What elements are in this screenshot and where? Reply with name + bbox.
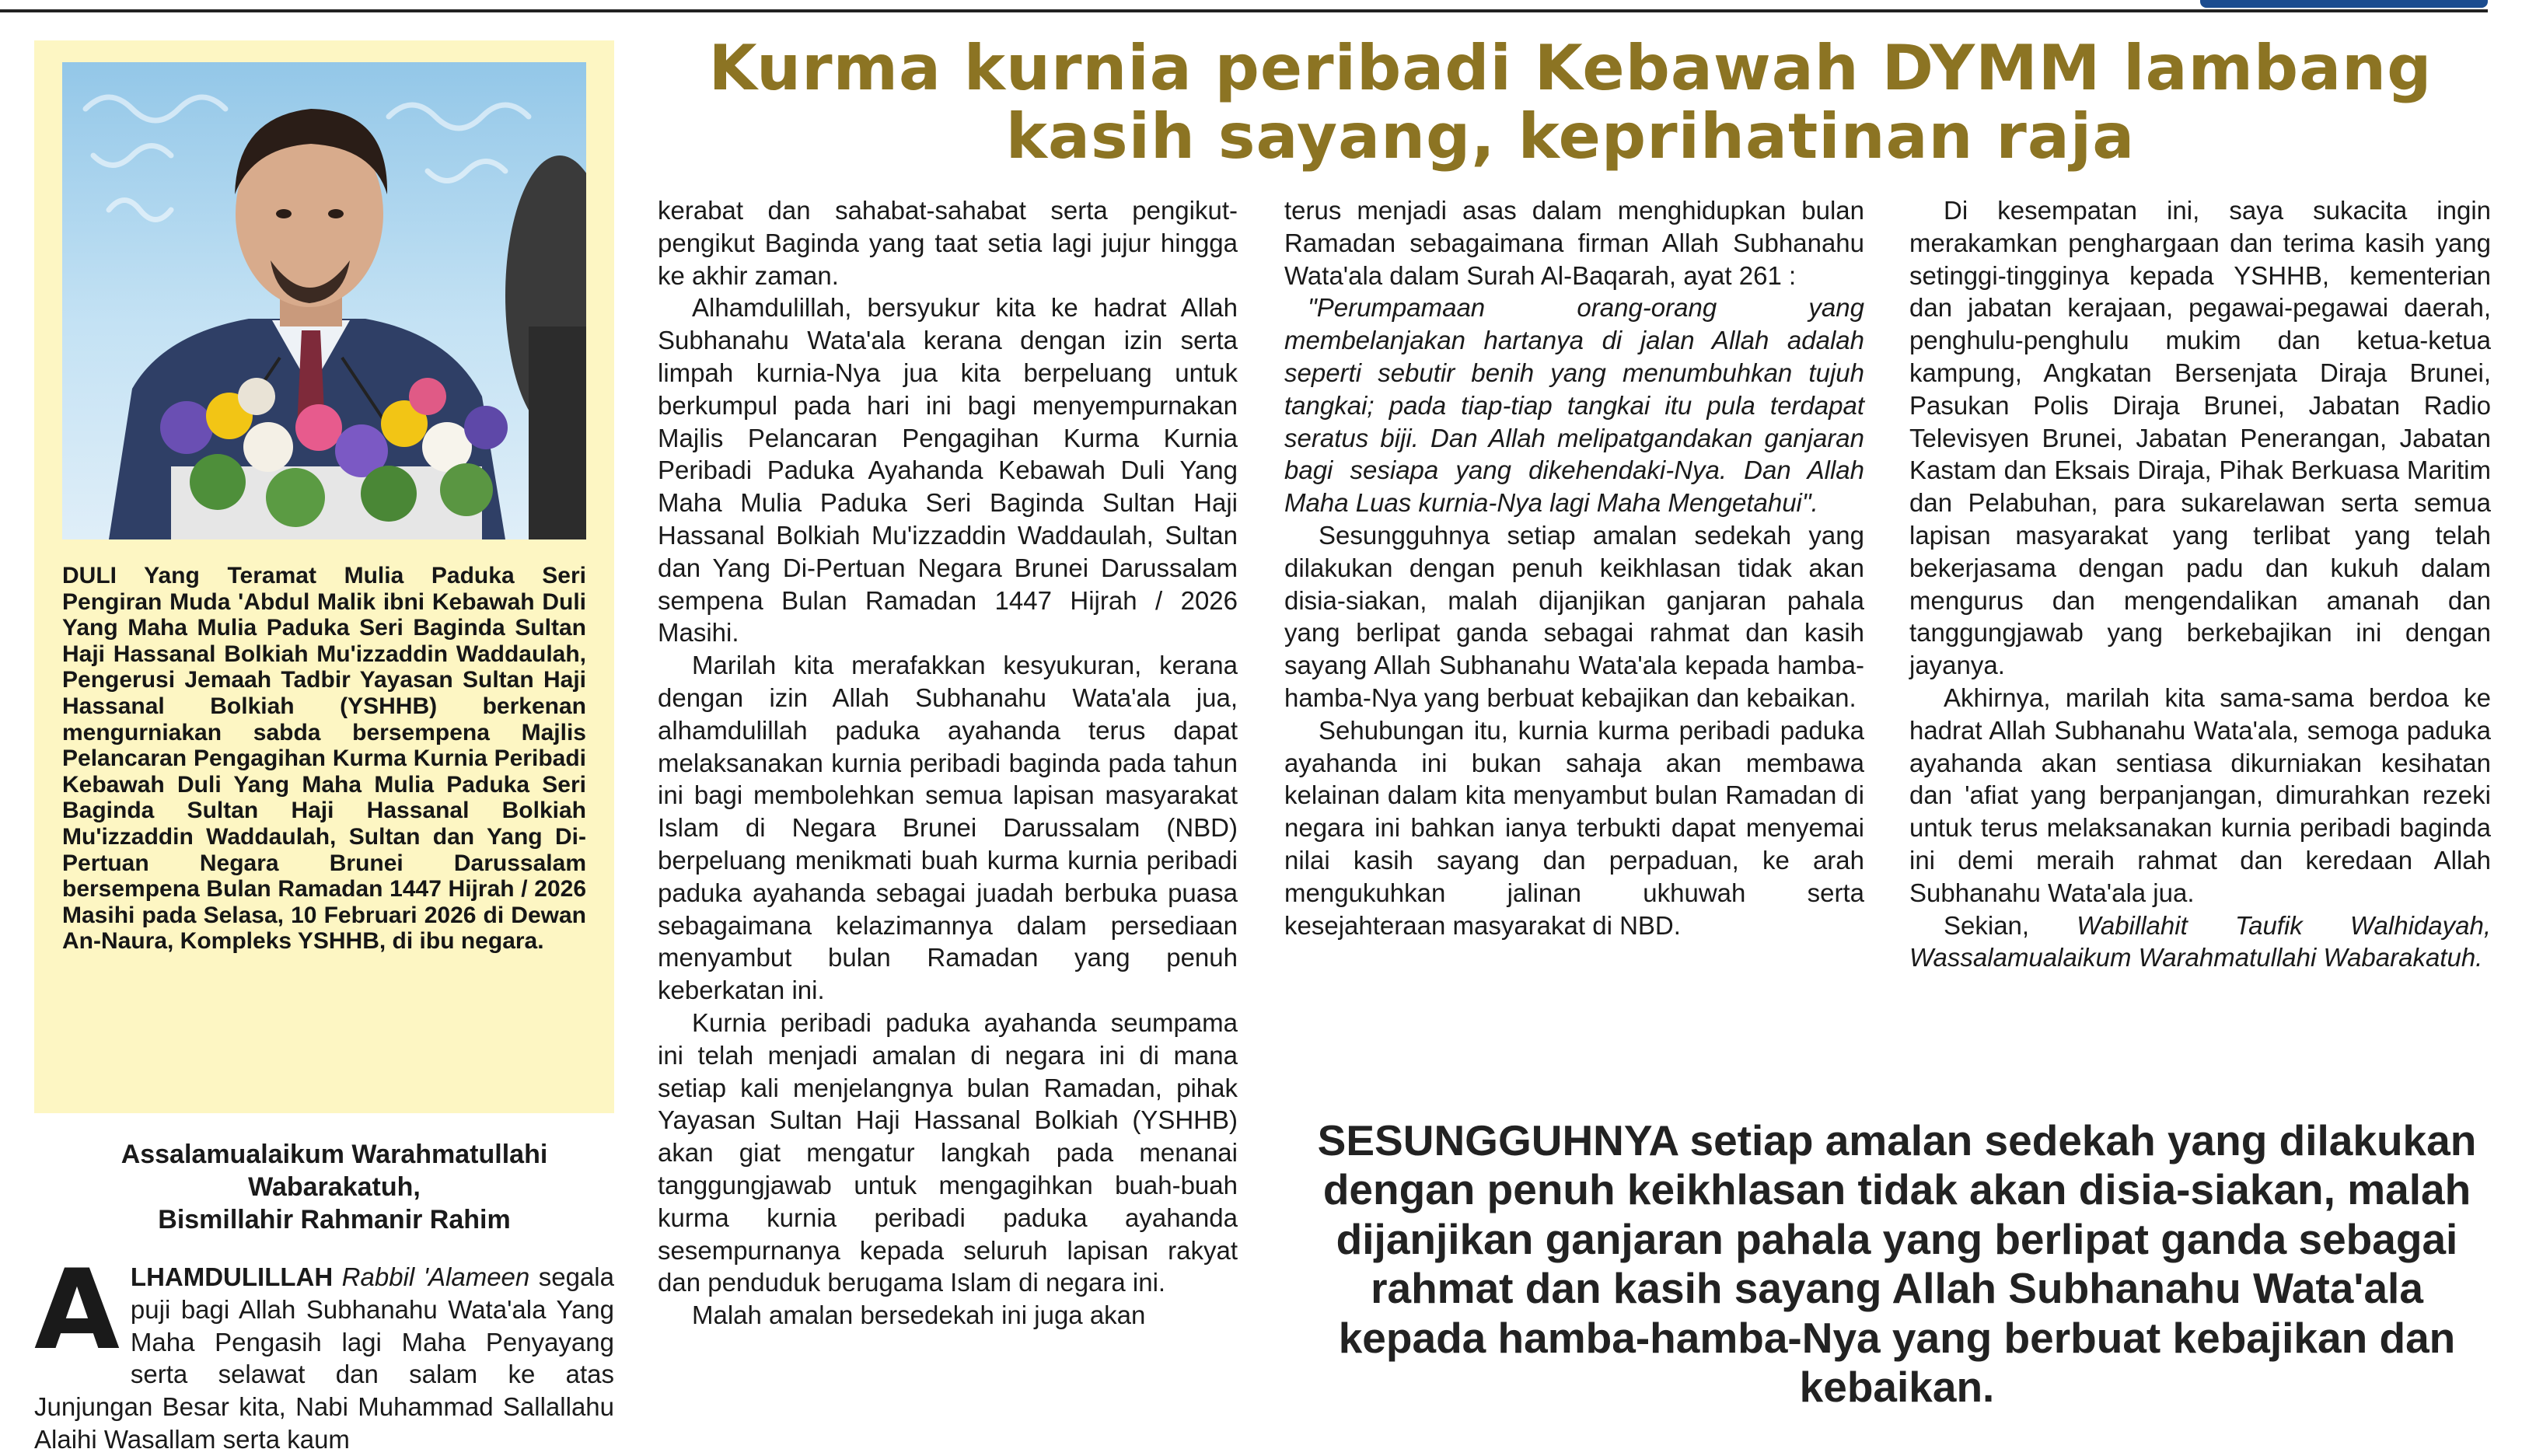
opening-lead: LHAMDULILLAH (130, 1262, 334, 1291)
photo-caption: DULI Yang Teramat Mulia Paduka Seri Pengiran Muda 'Abdul Malik ibni Kebawah Duli Yang Maha Mulia Paduka Seri Baginda Sultan Haji Hassanal Bolkiah Mu'izzaddin Waddaulah, Pengerusi Jemaah Tadbir Yayasan Sultan Haji Hassanal Bolkiah (YSHHB) berkenan mengurniakan sabda bersempena Majlis Pelancaran Pengagihan Kurma Kurnia Peribadi Kebawah Duli Yang Maha Mulia Paduka Seri Baginda Sultan Haji Hassanal Bolkiah Mu'izzaddin Waddaulah, Sultan dan Yang Di-Pertuan Negara Brunei Darussalam bersempena Bulan Ramadan 1447 Hijrah / 2026 Masihi pada Selasa, 10 Februari 2026 di Dewan An-Naura, Kompleks YSHHB, di ibu negara. (62, 563, 586, 955)
closing-lead: Sekian, (1944, 910, 2030, 940)
article-photo (62, 62, 586, 539)
article-column-2 (658, 194, 1238, 1332)
paragraph: Sehubungan itu, kurnia kurma peribadi paduka ayahanda ini bukan sahaja akan membawa kelainan dalam kita menyambut bulan Ramadan di negara ini bahkan ianya terbukti dapat menyemai nilai kasih sayang dan perpaduan, ke arah mengukuhkan jalinan ukhuwah serta kesejahteraan masyarakat di NBD. (1284, 715, 1864, 940)
paragraph: terus menjadi asas dalam menghidupkan bulan Ramadan sebagaimana firman Allah Subhanahu Wata'ala dalam Surah Al-Baqarah, ayat 261 : (1284, 196, 1864, 290)
opening-lead-italic: Rabbil 'Alameen (341, 1262, 530, 1291)
paragraph: Di kesempatan ini, saya sukacita ingin merakamkan penghargaan dan terima kasih yang setinggi-tingginya kepada YSHHB, kementerian dan jabatan kerajaan, pegawai-pegawai daerah, penghulu-penghulu mukim dan ketua-ketua kampung, Angkatan Bersenjata Diraja Brunei, Pasukan Polis Diraja Brunei, Jabatan Radio Televisyen Brunei, Jabatan Penerangan, Jabatan Kastam dan Eksais Diraja, Pihak Berkuasa Maritim dan Pelabuhan, para sukarelawan serta semua lapisan masyarakat yang terlibat yang telah bekerjasama dengan padu dan kukuh dalam mengurus dan mengendalikan amanah dan tanggungjawab yang berkebajikan ini dengan jayanya. (1909, 196, 2491, 680)
paragraph: Sesungguhnya setiap amalan sedekah yang dilakukan dengan penuh keikhlasan tidak akan disia-siakan, malah dijanjikan ganjaran pahala yang berlipat ganda sebagai rahmat dan kasih sayang Allah Subhanahu Wata'ala kepada hamba-hamba-Nya yang berbuat kebajikan dan kebaikan. (1284, 520, 1864, 712)
article-headline (653, 34, 2488, 171)
article-column-3 (1284, 194, 1864, 941)
headline-line-1: Kurma kurnia peribadi Kebawah DYMM lambang (708, 32, 2433, 104)
paragraph: Malah amalan bersedekah ini juga akan (692, 1301, 1146, 1330)
pull-quote: SESUNGGUHNYA setiap amalan sedekah yang dilakukan dengan penuh keikhlasan tidak akan disia-siakan, malah dijanjikan ganjaran pahala yang berlipat ganda sebagai rahmat dan kasih sayang Allah Subhanahu Wata'ala kepada hamba-hamba-Nya yang berbuat kebajikan dan kebaikan. (1317, 1116, 2477, 1412)
article-column-4 (1909, 194, 2491, 974)
closing-italic: Wabillahit Taufik Walhidayah, Wassalamualaikum Warahmatullahi Wabarakatuh. (1909, 910, 2491, 972)
photo-caption-box (34, 40, 614, 1113)
closing-paragraph (1909, 910, 2491, 975)
greeting (31, 1138, 637, 1236)
headline-line-2: kasih sayang, keprihatinan raja (1005, 100, 2136, 173)
drop-cap: A (34, 1246, 120, 1374)
article-column-1 (34, 1246, 614, 1456)
paragraph: Alhamdulillah, bersyukur kita ke hadrat Allah Subhanahu Wata'ala kerana dengan izin serta limpah kurnia-Nya jua kita berpeluang untuk berkumpul pada hari ini bagi menyempurnakan Majlis Pelancaran Pengagihan Kurma Kurnia Peribadi Paduka Ayahanda Kebawah Duli Yang Maha Mulia Paduka Seri Baginda Sultan Haji Hassanal Bolkiah Mu'izzaddin Waddaulah, Sultan dan Yang Di-Pertuan Negara Brunei Darussalam sempena Bulan Ramadan 1447 Hijrah / 2026 Masihi. (658, 293, 1238, 648)
greeting-line-1: Assalamualaikum Warahmatullahi (121, 1140, 548, 1169)
greeting-line-2: Wabarakatuh, (248, 1172, 421, 1202)
paragraph: Marilah kita merafakkan kesyukuran, kerana dengan izin Allah Subhanahu Wata'ala jua, alhamdulillah paduka ayahanda terus dapat melaksanakan kurnia peribadi baginda pada tahun ini bagi membolehkan semua lapisan masyarakat Islam di Negara Brunei Darussalam (NBD) berpeluang menikmati buah kurma kurnia peribadi paduka ayahanda sebagai juadah berbuka puasa sebagaimana kelazimannya dalam persediaan menyambut bulan Ramadan yang penuh keberkatan ini. (658, 651, 1238, 1005)
opening-paragraph (34, 1246, 614, 1456)
quran-quote: "Perumpamaan orang-orang yang membelanjakan hartanya di jalan Allah adalah seperti sebutir benih yang menumbuhkan tujuh tangkai; pada tiap-tiap tangkai itu pula terdapat seratus biji. Dan Allah melipatgandakan ganjaran bagi sesiapa yang dikehendaki-Nya. Dan Allah Maha Luas kurnia-Nya lagi Maha Mengetahui". (1284, 293, 1864, 518)
greeting-line-3: Bismillahir Rahmanir Rahim (158, 1205, 511, 1234)
masthead-tab (2200, 0, 2488, 8)
paragraph: Kurnia peribadi paduka ayahanda seumpama ini telah menjadi amalan di negara ini di mana setiap kali menjelangnya bulan Ramadan, pihak Yayasan Sultan Haji Hassanal Bolkiah (YSHHB) akan giat mengatur langkah pada menanai tanggungjawab untuk mengagihkan buah-buah kurma kurnia peribadi paduka ayahanda sesempurnanya kepada seluruh lapisan rakyat dan penduduk berugama Islam di negara ini. (658, 1007, 1238, 1297)
top-rule (0, 9, 2488, 12)
photo-illustration (62, 62, 586, 539)
paragraph: Akhirnya, marilah kita sama-sama berdoa ke hadrat Allah Subhanahu Wata'ala, semoga paduka ayahanda akan sentiasa dikurniakan kesihatan dan 'afiat yang berpanjangan, dimurahkan rezeki untuk terus melaksanakan kurnia peribadi baginda ini demi meraih rahmat dan keredaan Allah Subhanahu Wata'ala jua. (1909, 683, 2491, 907)
paragraph: kerabat dan sahabat-sahabat serta pengikut-pengikut Baginda yang taat setia lagi jujur hingga ke akhir zaman. (658, 196, 1238, 290)
opening-text: segala puji bagi Allah Subhanahu Wata'ala Yang Maha Pengasih lagi Maha Penyayang serta selawat dan salam ke atas Junjungan Besar kita, Nabi Muhammad Sallallahu Alaihi Wasallam serta kaum (34, 1262, 614, 1454)
